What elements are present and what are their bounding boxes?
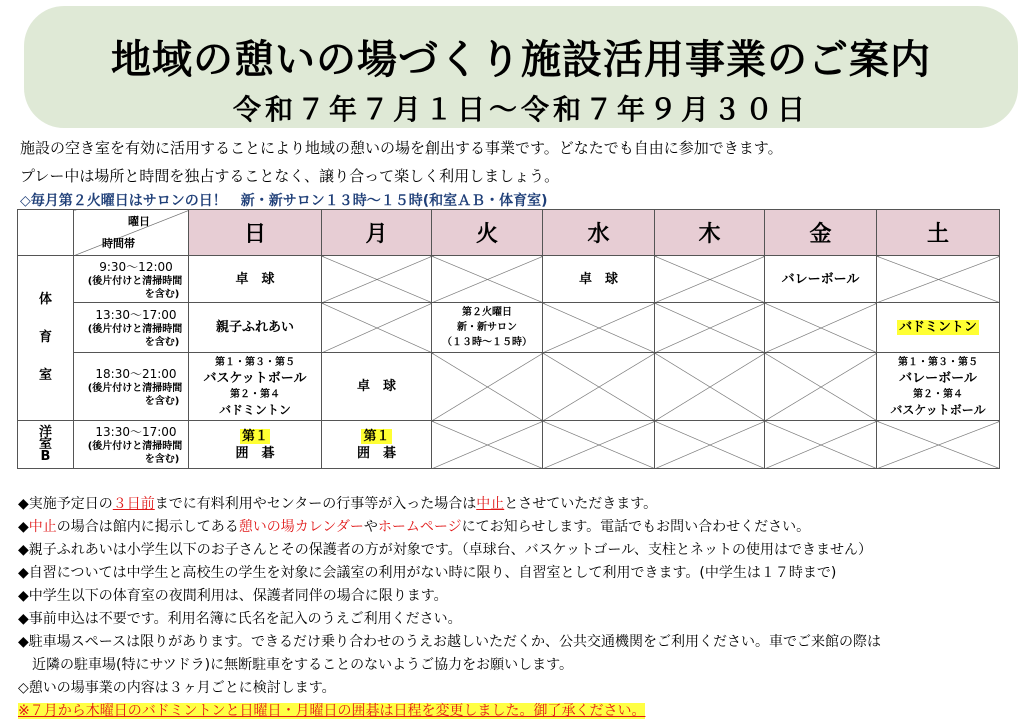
note-schedule-change: ※７月から木曜日のバドミントンと日曜日・月曜日の囲碁は日程を変更しました。御了承ください。 <box>18 703 646 719</box>
cell-sun-evening: 第１・第３・第５ バスケットボール 第２・第４ バドミントン <box>189 353 322 421</box>
note-parking: ◆駐車場スペースは限りがあります。できるだけ乗り合わせのうえお越しいただくか、公共交通機関をご利用ください。車でご来館の際は <box>18 634 881 650</box>
cell-empty <box>765 421 877 469</box>
notes-list <box>18 493 881 723</box>
cell-sun-morning: 卓 球 <box>189 256 322 303</box>
cell-empty <box>655 303 765 353</box>
day-tue: 火 <box>432 210 543 256</box>
day-mon: 月 <box>322 210 432 256</box>
cell-tue-afternoon: 第２火曜日 新・新サロン （１３時～１５時） <box>432 303 543 353</box>
cell-sat-afternoon: バドミントン <box>877 303 1000 353</box>
table-row <box>18 256 1000 303</box>
cell-empty <box>543 303 655 353</box>
page-period: 令和７年７月１日～令和７年９月３０日 <box>232 93 809 126</box>
note-parking-cont: 近隣の駐車場(特にサツドラ)に無断駐車をすることのないようご協力をお願いします。 <box>32 657 573 673</box>
cell-empty <box>543 353 655 421</box>
room-western-b: 洋 室 B <box>18 421 74 469</box>
day-sun: 日 <box>189 210 322 256</box>
cell-empty <box>877 256 1000 303</box>
table-row <box>18 353 1000 421</box>
cell-empty <box>655 353 765 421</box>
cell-sun-afternoon: 親子ふれあい <box>189 303 322 353</box>
cell-mon-go: 第１ 囲 碁 <box>322 421 432 469</box>
salon-notice: ◇毎月第２火曜日はサロンの日！ 新・新サロン１３時～１５時(和室ＡＢ・体育室) <box>20 193 548 209</box>
note-announcement: ◆中止の場合は館内に掲示してある憩いの場カレンダーやホームページにてお知らせします。電話でもお問い合わせください。 <box>18 519 811 535</box>
cell-empty <box>655 421 765 469</box>
cell-empty <box>765 303 877 353</box>
cell-empty <box>432 421 543 469</box>
cell-empty <box>322 256 432 303</box>
note-cancellation: ◆実施予定日の３日前までに有料利用やセンターの行事等が入った場合は中止とさせていただきます。 <box>18 496 658 512</box>
table-row <box>18 303 1000 353</box>
header-blank <box>18 210 74 256</box>
schedule-table <box>17 209 1000 469</box>
cell-empty <box>322 303 432 353</box>
room-gym: 体 育 室 <box>18 256 74 421</box>
cell-mon-evening: 卓 球 <box>322 353 432 421</box>
cell-empty <box>432 353 543 421</box>
cell-empty <box>877 421 1000 469</box>
corner-day-label: 曜日 <box>128 215 150 228</box>
time-slot-morning: 9:30～12:00 (後片付けと清掃時間 を含む) <box>74 256 189 303</box>
day-wed: 水 <box>543 210 655 256</box>
cell-empty <box>432 256 543 303</box>
intro-line-1: 施設の空き室を有効に活用することにより地域の憩いの場を創出する事業です。どなたでも自由に参加できます。 <box>20 139 783 157</box>
note-parent-child: ◆親子ふれあいは小学生以下のお子さんとその保護者の方が対象です。（卓球台、バスケットゴール、支柱とネットの使用はできません） <box>18 542 872 558</box>
time-slot-evening: 18:30～21:00 (後片付けと清掃時間 を含む) <box>74 353 189 421</box>
intro-line-2: プレー中は場所と時間を独占することなく、譲り合って楽しく利用しましょう。 <box>20 167 560 185</box>
day-sat: 土 <box>877 210 1000 256</box>
page-title: 地域の憩いの場づくり施設活用事業のご案内 <box>111 37 931 83</box>
cell-sat-evening: 第１・第３・第５ バレーボール 第２・第４ バスケットボール <box>877 353 1000 421</box>
cell-empty <box>543 421 655 469</box>
note-self-study: ◆自習については中学生と高校生の学生を対象に会議室の利用がない時に限り、自習室として利用できます。(中学生は１７時まで) <box>18 565 837 581</box>
cell-empty <box>655 256 765 303</box>
day-thu: 木 <box>655 210 765 256</box>
title-banner <box>24 6 1018 128</box>
note-no-registration: ◆事前申込は不要です。利用名簿に氏名を記入のうえご利用ください。 <box>18 611 462 627</box>
time-slot-western: 13:30～17:00 (後片付けと清掃時間 を含む) <box>74 421 189 469</box>
day-header-row <box>18 210 1000 256</box>
cell-empty <box>765 353 877 421</box>
note-night-use: ◆中学生以下の体育室の夜間利用は、保護者同伴の場合に限ります。 <box>18 588 448 604</box>
corner-time-label: 時間帯 <box>102 237 135 250</box>
cell-sun-go: 第１ 囲 碁 <box>189 421 322 469</box>
cell-fri-morning: バレーボール <box>765 256 877 303</box>
cell-wed-morning: 卓 球 <box>543 256 655 303</box>
corner-cell <box>74 210 189 256</box>
time-slot-afternoon: 13:30～17:00 (後片付けと清掃時間 を含む) <box>74 303 189 353</box>
day-fri: 金 <box>765 210 877 256</box>
note-review: ◇憩いの場事業の内容は３ヶ月ごとに検討します。 <box>18 680 336 696</box>
table-row <box>18 421 1000 469</box>
